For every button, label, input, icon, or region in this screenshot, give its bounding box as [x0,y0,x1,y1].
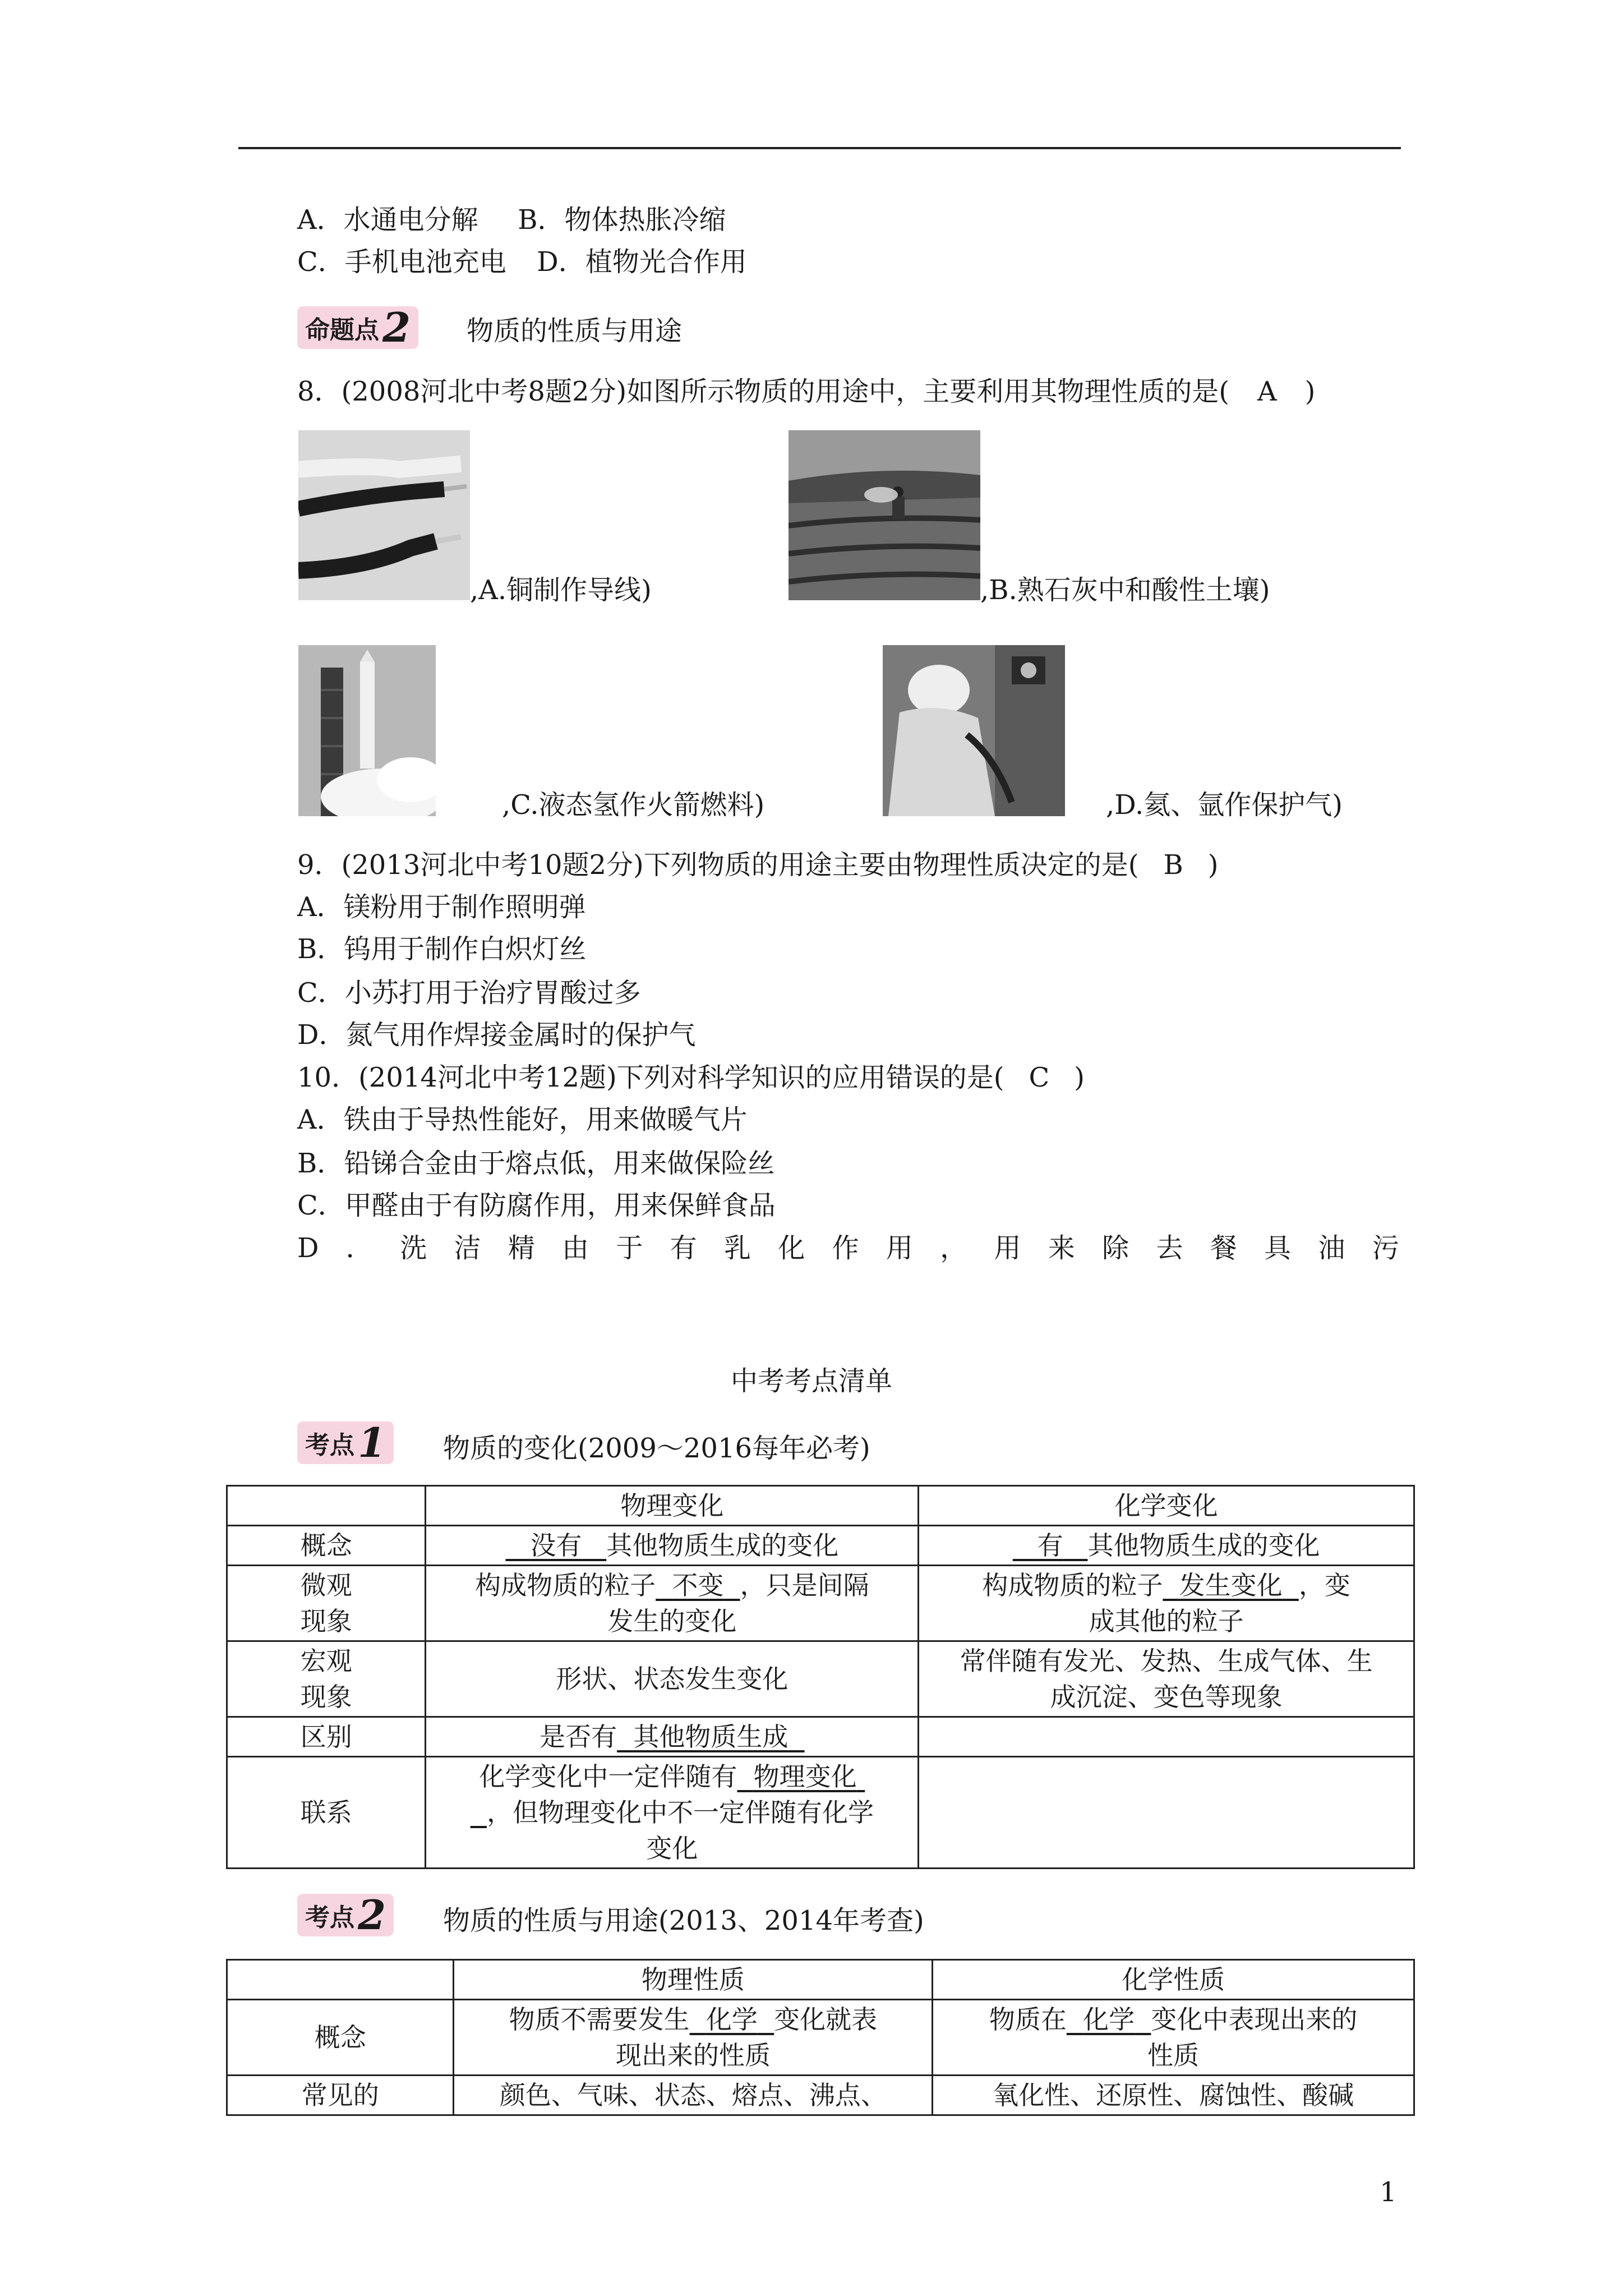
cell-text: 变化中表现出来的 [1151,2004,1358,2035]
option-row-1 [297,203,726,237]
q10-option-d [297,1231,1399,1265]
badge-number: 2 [382,303,411,351]
page-number: 1 [1380,2177,1397,2208]
answer-blank: 没有 [530,1530,582,1561]
row-label: 区别 [227,1717,426,1757]
option-b: B．物体热胀冷缩 [518,204,726,236]
q10-d-char: 去 [1156,1232,1183,1264]
row-label [227,1566,426,1641]
q9-option-d: D．氮气用作焊接金属时的保护气 [297,1019,696,1051]
table-header: 化学性质 [933,1960,1414,2000]
kd2-badge [297,1891,394,1939]
kd2-title: 物质的性质与用途(2013、2014年考查) [443,1905,924,1936]
q10-d-char: 餐 [1210,1232,1237,1264]
q10-d-char: ， [940,1232,967,1264]
q9-close: ) [1207,849,1219,881]
table-cell [426,1526,919,1566]
cell-text: 常伴随有发光、发热、生成气体、生 [960,1646,1373,1676]
table-cell [919,1641,1414,1717]
q9-answer: B [1163,849,1183,881]
cell-text: 变化就表 [774,2004,878,2035]
badge-number: 1 [358,1419,386,1466]
header-rule [238,147,1401,149]
cell-text: 变化 [646,1833,698,1864]
answer-blank: 发生变化 [1179,1570,1283,1600]
q10-d-char: 精 [508,1232,535,1264]
q9-option-b: B．钨用于制作白炽灯丝 [297,933,587,965]
option-d: D．植物光合作用 [537,246,747,278]
table-cell [227,1960,454,2000]
q8-answer: A [1257,376,1277,407]
q10-d-char: 洗 [400,1232,427,1264]
table-cell: 氧化性、还原性、腐蚀性、酸碱 [933,2076,1414,2115]
q10-stem [297,1061,1085,1094]
q10-d-char: 作 [832,1232,859,1264]
cell-text: 发生的变化 [607,1606,737,1636]
table-cell: 颜色、气味、状态、熔点、沸点、 [454,2076,933,2115]
q8-stem [297,375,1315,408]
cell-text: 物质不需要发生 [509,2004,690,2035]
badge-label: 考点 [305,1431,354,1460]
table-header: 物理性质 [454,1960,933,2000]
cell-text: 现出来的性质 [615,2040,771,2070]
q10-d-char: 有 [670,1232,697,1264]
q10-option-a: A．铁由于导热性能好，用来做暖气片 [297,1104,748,1135]
table-row [227,1526,1414,1566]
table-row [227,2076,1414,2115]
q10-d-char: 由 [562,1232,589,1264]
cell-text: 是否有 [540,1722,617,1752]
answer-blank: 化学 [1083,2004,1135,2035]
table-cell [919,1717,1414,1757]
table-row [227,1717,1414,1757]
cell-text: 性质 [1147,2040,1200,2070]
answer-blank: 有 [1037,1530,1063,1561]
row-label: 联系 [227,1757,426,1869]
row-label [227,1641,426,1717]
q10-option-b: B．铅锑合金由于熔点低，用来做保险丝 [297,1148,775,1179]
kd1-badge [297,1421,394,1464]
cell-text: 其他物质生成的变化 [1087,1530,1320,1561]
q10-d-char: 来 [1048,1232,1075,1264]
caption-b: ,B.熟石灰中和酸性土壤) [980,574,1270,606]
q9-option-c: C．小苏打用于治疗胃酸过多 [297,977,641,1009]
section-badge [297,303,418,351]
farmer-field-photo [789,430,980,600]
table-cell [454,2000,933,2076]
kd2-table [226,1959,1415,2116]
kd1-table [226,1485,1415,1869]
q10-d-char: 于 [616,1232,643,1264]
row-label: 常见的 [227,2076,454,2115]
q10-option-c: C．甲醛由于有防腐作用，用来保鲜食品 [297,1190,776,1221]
caption-d: ,D.氦、氩作保护气) [1106,789,1343,821]
badge-number: 2 [358,1891,386,1939]
label-line: 现象 [300,1682,352,1712]
q10-d-char: 油 [1318,1232,1345,1264]
answer-blank: 物理变化 [753,1761,857,1792]
cell-text: 成其他的粒子 [1089,1606,1244,1636]
kd1-title: 物质的变化(2009～2016每年必考) [443,1433,870,1464]
table-cell: 形状、状态发生变化 [426,1641,919,1717]
answer-blank: 不变 [672,1570,724,1600]
q10-d-char: 用 [994,1232,1021,1264]
row-label: 概念 [227,1526,426,1566]
caption-a: ,A.铜制作导线) [470,574,652,606]
option-a: A．水通电分解 [297,204,478,236]
option-row-2 [297,245,747,279]
table-row [227,1566,1414,1641]
table-row [227,2000,1414,2076]
table-cell [919,1526,1414,1566]
cell-text: 物质在 [989,2004,1067,2035]
welder-photo [883,645,1065,816]
cell-text: 构成物质的粒子 [982,1570,1163,1600]
table-cell [919,1566,1414,1641]
q10-d-char: ． [345,1232,373,1264]
q9-stem [297,848,1219,882]
q8-stem-text: 8．(2008河北中考8题2分)如图所示物质的用途中，主要利用其物理性质的是( [297,376,1229,407]
label-line: 现象 [300,1606,352,1636]
cell-text: 成沉淀、变色等现象 [1050,1682,1283,1712]
list-title: 中考考点清单 [730,1365,892,1397]
table-header: 物理变化 [426,1486,919,1526]
table-cell [227,1486,426,1526]
table-cell [919,1757,1414,1869]
table-cell [426,1717,919,1757]
cell-text: 其他物质生成的变化 [606,1530,839,1561]
answer-blank: 化学 [706,2004,758,2035]
answer-blank: 其他物质生成 [633,1722,789,1752]
row-label: 概念 [227,2000,454,2076]
copper-wires-photo [298,430,470,600]
q10-answer: C [1029,1062,1050,1093]
option-c: C．手机电池充电 [297,246,506,278]
cell-text: ，只是间隔 [740,1570,869,1600]
q10-d-char: 化 [778,1232,805,1264]
q10-d-char: 用 [886,1232,913,1264]
q10-d-char: 除 [1102,1232,1129,1264]
table-row [227,1757,1414,1869]
table-cell [933,2000,1414,2076]
caption-c: ,C.液态氢作火箭燃料) [502,789,765,821]
q10-d-char: D [297,1232,319,1264]
cell-text: 构成物质的粒子 [475,1570,656,1600]
table-row [227,1486,1414,1526]
rocket-launch-photo [298,645,436,816]
table-header: 化学变化 [919,1486,1414,1526]
q10-stem-text: 10．(2014河北中考12题)下列对科学知识的应用错误的是( [297,1062,1004,1093]
badge-label: 考点 [305,1903,354,1932]
table-row [227,1960,1414,2000]
q10-d-char: 具 [1264,1232,1292,1264]
q9-stem-text: 9．(2013河北中考10题2分)下列物质的用途主要由物理性质决定的是( [297,849,1139,881]
table-cell [426,1757,919,1869]
table-cell [426,1566,919,1641]
label-line: 微观 [300,1570,352,1600]
label-line: 宏观 [300,1646,352,1676]
cell-text: ，但物理变化中不一定伴随有化学 [486,1797,874,1828]
q10-close: ) [1074,1062,1085,1093]
q8-close: ) [1304,376,1316,407]
q10-d-char: 乳 [723,1232,751,1264]
cell-text: ，变 [1298,1570,1350,1600]
badge-label: 命题点 [305,316,379,344]
table-row [227,1641,1414,1717]
q10-d-char: 污 [1372,1232,1399,1264]
section-title: 物质的性质与用途 [467,315,683,347]
q9-option-a: A．镁粉用于制作照明弹 [297,891,586,923]
cell-text: 化学变化中一定伴随有 [479,1761,737,1792]
q10-d-char: 洁 [454,1232,481,1264]
